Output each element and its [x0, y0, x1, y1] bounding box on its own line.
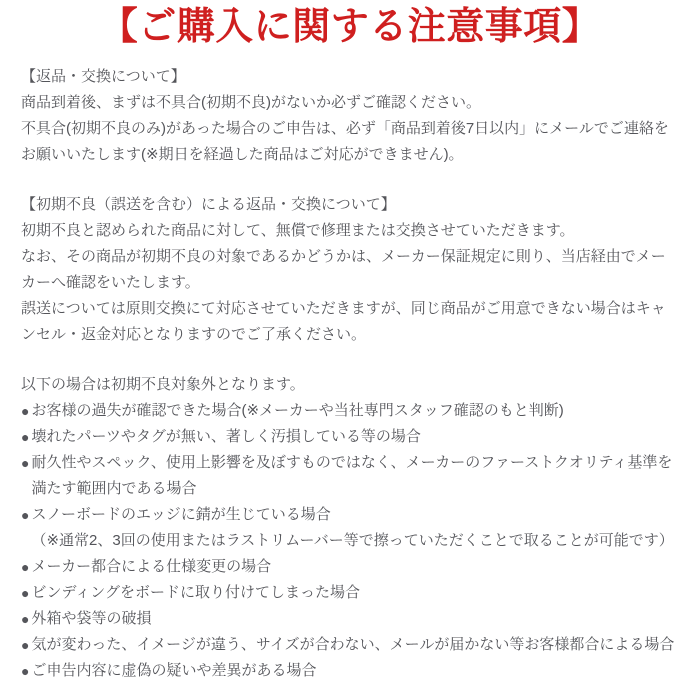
bullet-icon: ● — [21, 454, 30, 471]
list-item — [21, 502, 679, 554]
paragraph: 不具合(初期不良のみ)があった場合のご申告は、必ず「商品到着後7日以内」にメールでご連絡をお願いいたします(※期日を経過した商品はご対応ができません)。 — [21, 119, 669, 163]
section-returns-exchange — [21, 64, 679, 168]
section-exclusions — [21, 372, 679, 684]
list-item — [21, 424, 679, 450]
list-item-text: 気が変わった、イメージが違う、サイズが合わない、メールが届かない等お客様都合による場合 — [31, 635, 675, 653]
list-item-main-text: スノーボードのエッジに錆が生じている場合 — [31, 505, 331, 523]
bullet-icon: ● — [21, 506, 30, 523]
paragraph: 商品到着後、まずは不具合(初期不良)がないか必ずご確認ください。 — [21, 93, 481, 111]
paragraph: 初期不良と認められた商品に対して、無償で修理または交換させていただきます。 — [21, 221, 575, 239]
bullet-icon: ● — [21, 558, 30, 575]
list-item — [21, 658, 679, 684]
page-title: 【ご購入に関する注意事項】 — [99, 6, 601, 48]
section-heading: 【返品・交換について】 — [21, 67, 186, 85]
list-item-text: ビンディングをボードに取り付けてしまった場合 — [31, 583, 360, 601]
list-item-text: お客様の過失が確認できた場合(※メーカーや当社専門スタッフ確認のもと判断) — [31, 401, 564, 419]
list-item-note: （※通常2、3回の使用またはラストリムーバー等で擦っていただくことで取ることが可能です） — [31, 531, 674, 549]
bullet-icon: ● — [21, 610, 30, 627]
exclusions-intro: 以下の場合は初期不良対象外となります。 — [21, 375, 305, 393]
list-item-text — [31, 502, 679, 554]
list-item-text: ご申告内容に虚偽の疑いや差異がある場合 — [31, 661, 317, 679]
list-item — [21, 632, 679, 658]
paragraph: なお、その商品が初期不良の対象であるかどうかは、メーカー保証規定に則り、当店経由でメーカーへ確認をいたします。 — [21, 247, 666, 291]
section-initial-defect — [21, 192, 679, 348]
exclusions-list — [21, 398, 679, 684]
list-item-text: 耐久性やスペック、使用上影響を及ぼすものではなく、メーカーのファーストクオリティ基準を満たす範囲内である場合 — [31, 453, 673, 497]
bullet-icon: ● — [21, 636, 30, 653]
bullet-icon: ● — [21, 584, 30, 601]
bullet-icon: ● — [21, 402, 30, 419]
list-item — [21, 580, 679, 606]
bullet-icon: ● — [21, 428, 30, 445]
list-item-text: 壊れたパーツやタグが無い、著しく汚損している等の場合 — [31, 427, 421, 445]
list-item — [21, 450, 679, 502]
list-item — [21, 606, 679, 632]
list-item-text: メーカー都合による仕様変更の場合 — [31, 557, 272, 575]
section-heading: 【初期不良（誤送を含む）による返品・交換について】 — [21, 195, 396, 213]
list-item — [21, 554, 679, 580]
list-item-text: 外箱や袋等の破損 — [31, 609, 152, 627]
paragraph: 誤送については原則交換にて対応させていただきますが、同じ商品がご用意できない場合はキャンセル・返金対応となりますのでご了承ください。 — [21, 299, 666, 343]
list-item — [21, 398, 679, 424]
bullet-icon: ● — [21, 662, 30, 679]
